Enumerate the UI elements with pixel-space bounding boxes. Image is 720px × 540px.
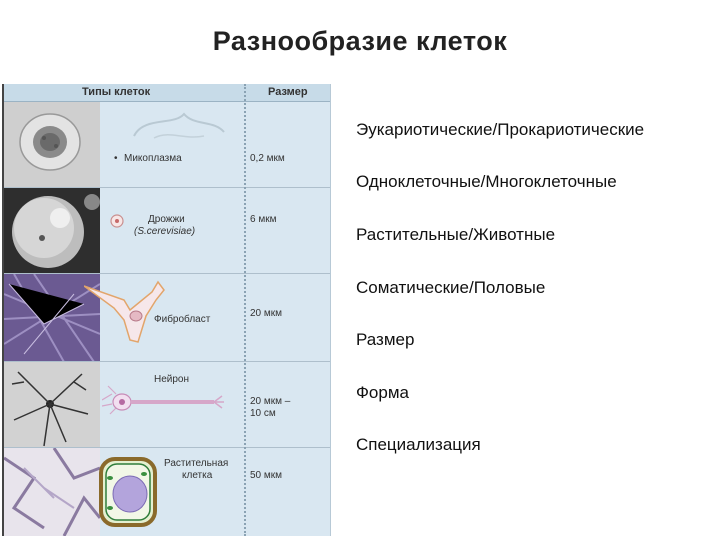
label-mycoplasma: Микоплазма — [124, 153, 182, 164]
row-neuron — [4, 362, 330, 448]
plant-cell-photo — [4, 448, 100, 536]
size-fibroblast: 20 мкм — [250, 308, 283, 319]
list-item-unicellular: Одноклеточные/Многоклеточные — [356, 172, 617, 191]
yeast-photo — [4, 188, 100, 274]
mycoplasma-photo — [4, 102, 100, 188]
size-yeast: 6 мкм — [250, 214, 277, 225]
size-neuron-max: 10 см — [250, 408, 276, 419]
label-plant-cell: Растительная — [164, 458, 229, 469]
label-neuron: Нейрон — [154, 374, 190, 385]
neuron-drawing — [102, 380, 232, 420]
label-yeast: Дрожжи — [148, 214, 185, 225]
list-item-size: Размер — [356, 330, 415, 349]
cell-types-figure — [2, 84, 331, 536]
row-yeast — [4, 188, 330, 274]
list-item-somatic: Соматические/Половые — [356, 278, 546, 297]
figure-header — [4, 84, 330, 102]
header-size: Размер — [268, 86, 308, 98]
label-fibroblast: Фибробласт — [154, 314, 211, 325]
label-yeast-species: (S.cerevisiae) — [134, 226, 196, 237]
size-plant-cell: 50 мкм — [250, 470, 283, 481]
list-item-plant-animal: Растительные/Животные — [356, 225, 556, 244]
size-mycoplasma: 0,2 мкм — [250, 153, 285, 164]
list-item-shape: Форма — [356, 383, 409, 402]
slide-title: Разнообразие клеток — [212, 26, 508, 56]
size-neuron: 20 мкм – — [250, 396, 291, 407]
yeast-cell-icon — [108, 212, 126, 230]
column-divider — [244, 84, 246, 536]
mycoplasma-dot: • — [114, 153, 118, 164]
neuron-photo — [4, 362, 100, 448]
row-plant-cell — [4, 448, 330, 536]
label-plant-cell-2: клетка — [182, 470, 213, 481]
header-cell-types: Типы клеток — [82, 86, 151, 98]
plant-cell-drawing — [98, 456, 158, 528]
row-mycoplasma — [4, 102, 330, 188]
row-fibroblast — [4, 274, 330, 362]
list-item-eukaryotic: Эукариотические/Прокариотические — [356, 120, 645, 139]
list-item-specialization: Специализация — [356, 435, 481, 454]
